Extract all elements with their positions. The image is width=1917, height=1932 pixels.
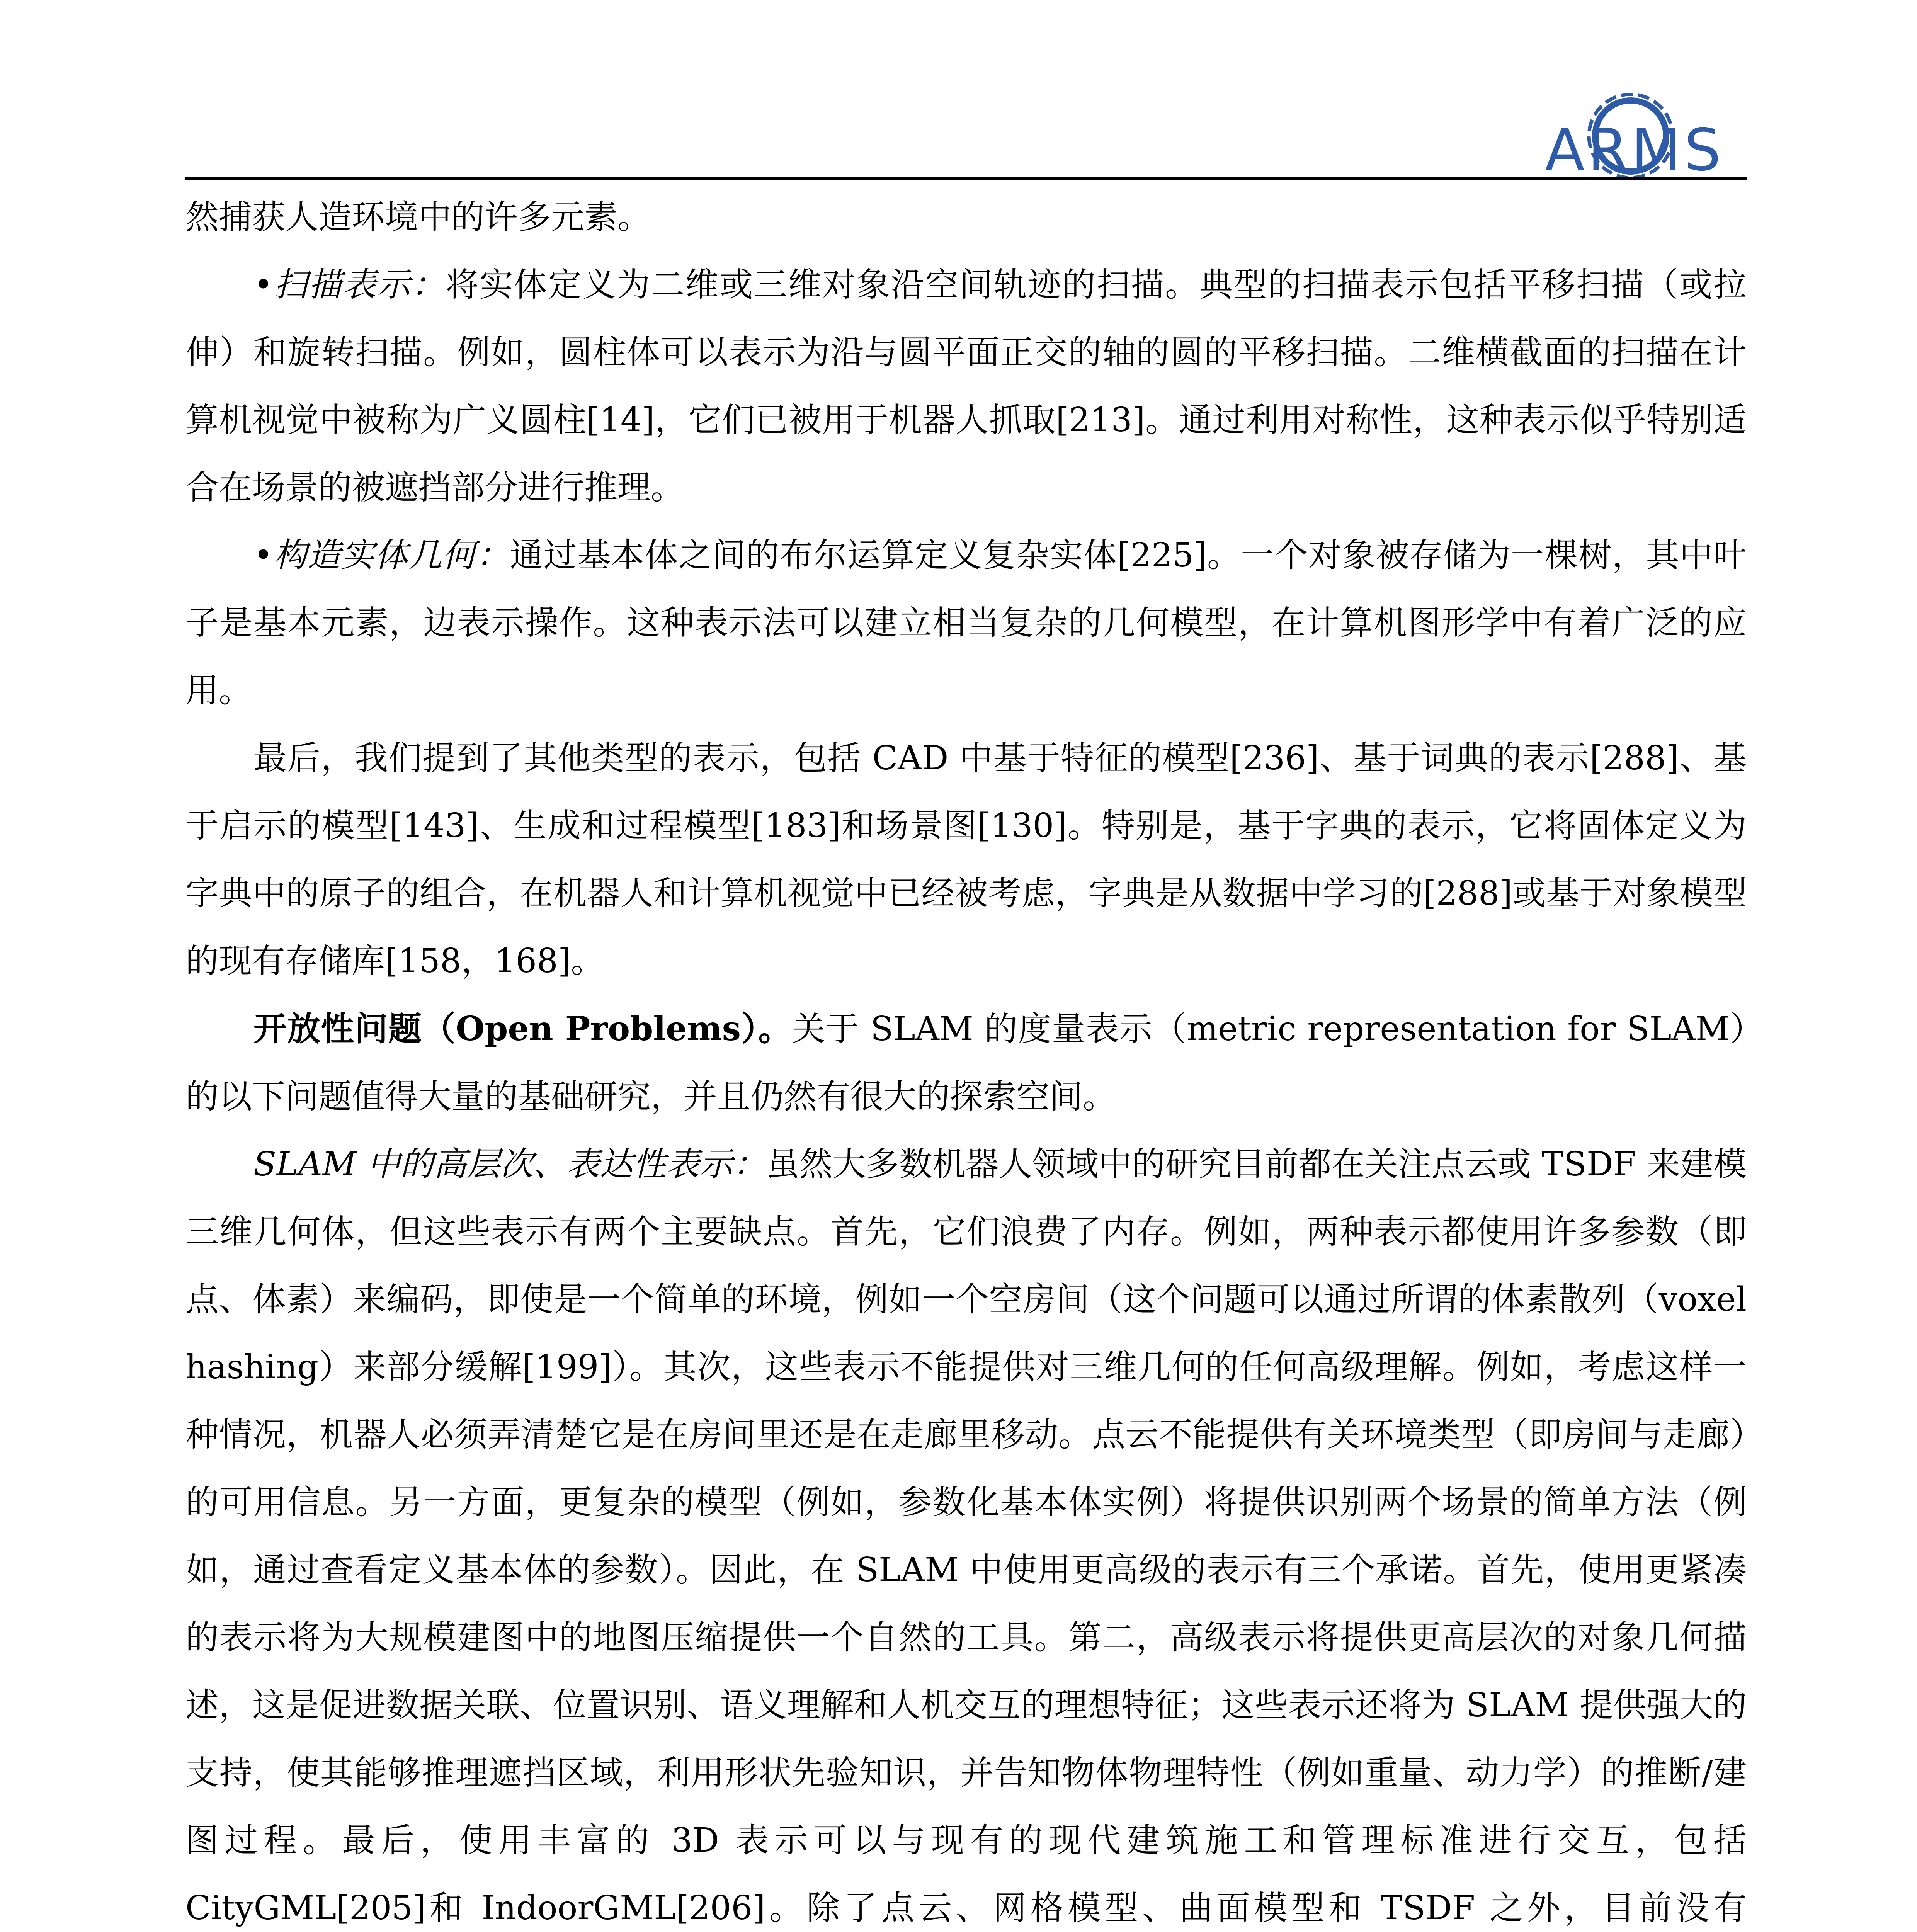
- term-sweep: •扫描表示：: [253, 265, 446, 304]
- paragraph-text: 最后，我们提到了其他类型的表示，包括 CAD 中基于特征的模型[236]、基于词典的表示[288]、基于启示的模型[143]、生成和过程模型[183]和场景图[130]。特别是，基于字典的表示，它将固体定义为字典中的原子的组合，在机器人和计算机视觉中已经被考虑，字典是从数据中学习的[288]或基于对象模型的现有存储库[158，168]。: [185, 739, 1747, 980]
- header-rule: [185, 177, 1747, 180]
- heading-open-problems: 开放性问题（Open Problems）。: [253, 1009, 792, 1048]
- arms-logo: [1530, 93, 1747, 182]
- term-csg: •构造实体几何：: [253, 536, 510, 575]
- paragraph-high-level-representations: [185, 1131, 1747, 1932]
- logo-text: ARMS: [1545, 117, 1724, 182]
- paragraph-open-problems: [185, 995, 1747, 1131]
- paragraph-text: 然捕获人造环境中的许多元素。: [185, 198, 651, 236]
- body-text: [185, 184, 1747, 1932]
- paragraph-other-representations: [185, 724, 1747, 995]
- term-high-level: SLAM 中的高层次、表达性表示：: [253, 1145, 766, 1184]
- paragraph-sweep-representation: [185, 251, 1747, 522]
- paragraph-text: 关于 SLAM 的度量表示（metric representation for SLAM）的以下问题值得大量的基础研究，并且仍然有很大的探索空间。: [185, 1010, 1747, 1116]
- paragraph-csg: [185, 522, 1747, 724]
- paragraph-text: 虽然大多数机器人领域中的研究目前都在关注点云或 TSDF 来建模三维几何体，但这些表示有两个主要缺点。首先，它们浪费了内存。例如，两种表示都使用许多参数（即点、体素）来编码，即使是一个简单的环境，例如一个空房间（这个问题可以通过所谓的体素散列（voxel hashing）来部分缓解[199]）。其次，这些表示不能提供对三维几何的任何高级理解。例如，考虑这样一种情况，机器人必须弄清楚它是在房间里还是在走廊里移动。点云不能提供有关环境类型（即房间与走廊）的可用信息。另一方面，更复杂的模型（例如，参数化基本体实例）将提供识别两个场景的简单方法（例如，通过查看定义基本体的参数）。因此，在 SLAM 中使用更高级的表示有三个承诺。首先，使用更紧凑的表示将为大规模建图中的地图压缩提供一个自然的工具。第二，高级表示将提供更高层次的对象几何描述，这是促进数据关联、位置识别、语义理解和人机交互的理想特征；这些表示还将为 SLAM 提供强大的支持，使其能够推理遮挡区域，利用形状先验知识，并告知物体物理特性（例如重量、动力学）的推断/建图过程。最后，使用丰富的 3D 表示可以与现有的现代建筑施工和管理标准进行交互，包括 CityGML[205]和 IndoorGML[206]。除了点云、网格模型、曲面模型和 TSDF 之外，目前没有: [185, 1145, 1747, 1927]
- paragraph-text: 通过基本体之间的布尔运算定义复杂实体[225]。一个对象被存储为一棵树，其中叶子是基本元素，边表示操作。这种表示法可以建立相当复杂的几何模型，在计算机图形学中有着广泛的应用。: [185, 536, 1747, 710]
- paragraph-continuation: [185, 184, 1747, 251]
- paragraph-text: 将实体定义为二维或三维对象沿空间轨迹的扫描。典型的扫描表示包括平移扫描（或拉伸）和旋转扫描。例如，圆柱体可以表示为沿与圆平面正交的轴的圆的平移扫描。二维横截面的扫描在计算机视觉中被称为广义圆柱[14]，它们已被用于机器人抓取[213]。通过利用对称性，这种表示似乎特别适合在场景的被遮挡部分进行推理。: [185, 265, 1747, 507]
